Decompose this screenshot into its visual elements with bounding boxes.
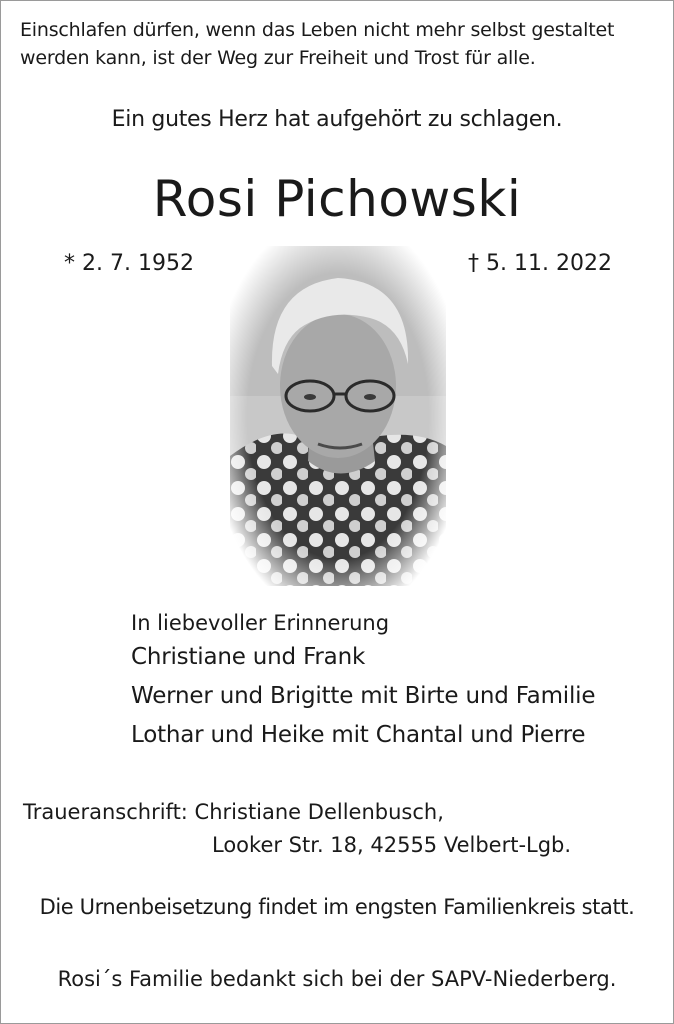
mourner-family: Christiane und Frank xyxy=(131,644,366,670)
portrait-photo xyxy=(230,246,446,586)
mourners-intro: In liebevoller Erinnerung xyxy=(131,611,390,635)
address-line-2: Looker Str. 18, 42555 Velbert-Lgb. xyxy=(212,833,572,857)
thanks-note: Rosi´s Familie bedankt sich bei der SAPV-Niederberg. xyxy=(57,967,617,991)
mourner-family: Lothar und Heike mit Chantal und Pierre xyxy=(131,722,586,748)
motto-line-1: Einschlafen dürfen, wenn das Leben nicht mehr selbst gestaltet xyxy=(20,19,615,41)
death-date: † 5. 11. 2022 xyxy=(468,251,612,276)
burial-note: Die Urnenbeisetzung findet im engsten Familienkreis statt. xyxy=(39,895,635,919)
mourner-family: Werner und Brigitte mit Birte und Familie xyxy=(131,683,596,709)
heading: Ein gutes Herz hat aufgehört zu schlagen. xyxy=(111,107,563,132)
birth-date: * 2. 7. 1952 xyxy=(64,251,194,276)
mourners-block xyxy=(131,608,671,755)
deceased-name: Rosi Pichowski xyxy=(152,170,522,228)
condolence-address xyxy=(23,796,663,862)
motto-quote xyxy=(20,16,660,72)
address-line-1: Traueranschrift: Christiane Dellenbusch, xyxy=(23,800,444,824)
motto-line-2: werden kann, ist der Weg zur Freiheit und Trost für alle. xyxy=(20,47,536,69)
